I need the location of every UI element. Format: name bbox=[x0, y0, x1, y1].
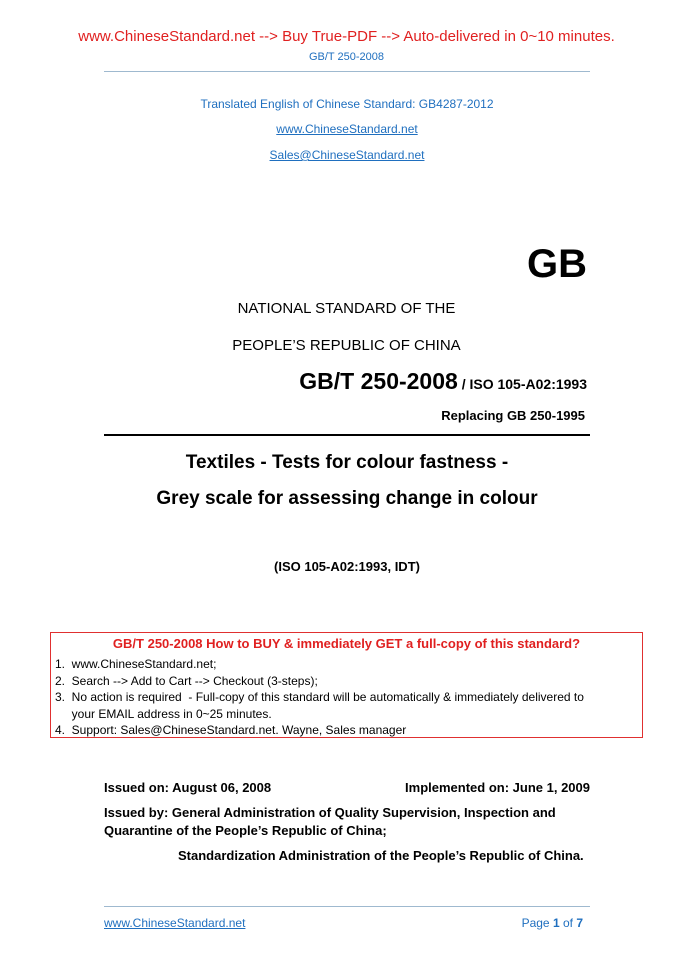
issuing-authority: Issued by: General Administration of Quality Supervision, Inspection and Quarantine of the People’s Republic of China; bbox=[104, 805, 556, 838]
national-standard-line1: NATIONAL STANDARD OF THE bbox=[237, 300, 456, 317]
purchase-box-title: GB/T 250-2008 How to BUY & immediately GET a full-copy of this standard? bbox=[112, 636, 581, 651]
page-indicator bbox=[522, 916, 583, 930]
page-prefix: Page bbox=[521, 916, 553, 930]
translation-note: Translated English of Chinese Standard: GB4287-2012 bbox=[200, 97, 494, 111]
standard-number-line bbox=[299, 368, 587, 395]
header-divider bbox=[104, 71, 590, 72]
issued-on-date: Issued on: August 06, 2008 bbox=[104, 780, 272, 795]
implemented-on-date: Implemented on: June 1, 2009 bbox=[405, 780, 590, 795]
iso-equivalent: / ISO 105-A02:1993 bbox=[457, 376, 587, 392]
purchase-step: 2. Search --> Add to Cart --> Checkout (3-steps); bbox=[55, 673, 318, 688]
page-total: 7 bbox=[576, 916, 583, 930]
purchase-steps-list bbox=[55, 656, 584, 739]
gb-mark: GB bbox=[527, 242, 587, 286]
purchase-step: 4. Support: Sales@ChineseStandard.net. Wayne, Sales manager bbox=[55, 723, 407, 737]
iso-idt-note: (ISO 105-A02:1993, IDT) bbox=[274, 559, 420, 574]
footer-website-link[interactable]: www.ChineseStandard.net bbox=[104, 916, 246, 930]
document-title-line2: Grey scale for assessing change in colour bbox=[156, 488, 538, 509]
purchase-step: 1. www.ChineseStandard.net; bbox=[55, 657, 217, 671]
header-standard-code: GB/T 250-2008 bbox=[308, 51, 384, 63]
email-link[interactable]: Sales@ChineseStandard.net bbox=[269, 148, 425, 162]
replacing-note: Replacing GB 250-1995 bbox=[441, 408, 585, 423]
national-standard-line2: PEOPLE’S REPUBLIC OF CHINA bbox=[232, 337, 461, 354]
purchase-info-box bbox=[50, 632, 643, 738]
purchase-step: your EMAIL address in 0~25 minutes. bbox=[55, 706, 272, 721]
purchase-step: 3. No action is required - Full-copy of this standard will be automatically & immediately delivered to bbox=[55, 690, 584, 704]
page-of: of bbox=[559, 916, 577, 930]
standard-code: GB/T 250-2008 bbox=[299, 368, 458, 394]
footer-divider bbox=[104, 906, 590, 907]
top-banner[interactable]: www.ChineseStandard.net --> Buy True-PDF --> Auto-delivered in 0~10 minutes. bbox=[78, 28, 615, 45]
title-divider bbox=[104, 434, 590, 436]
co-issuing-authority: Standardization Administration of the People’s Republic of China. bbox=[178, 848, 584, 863]
page-number: 1 bbox=[552, 916, 560, 930]
document-title-line1: Textiles - Tests for colour fastness - bbox=[185, 452, 509, 473]
website-link[interactable]: www.ChineseStandard.net bbox=[276, 122, 418, 136]
